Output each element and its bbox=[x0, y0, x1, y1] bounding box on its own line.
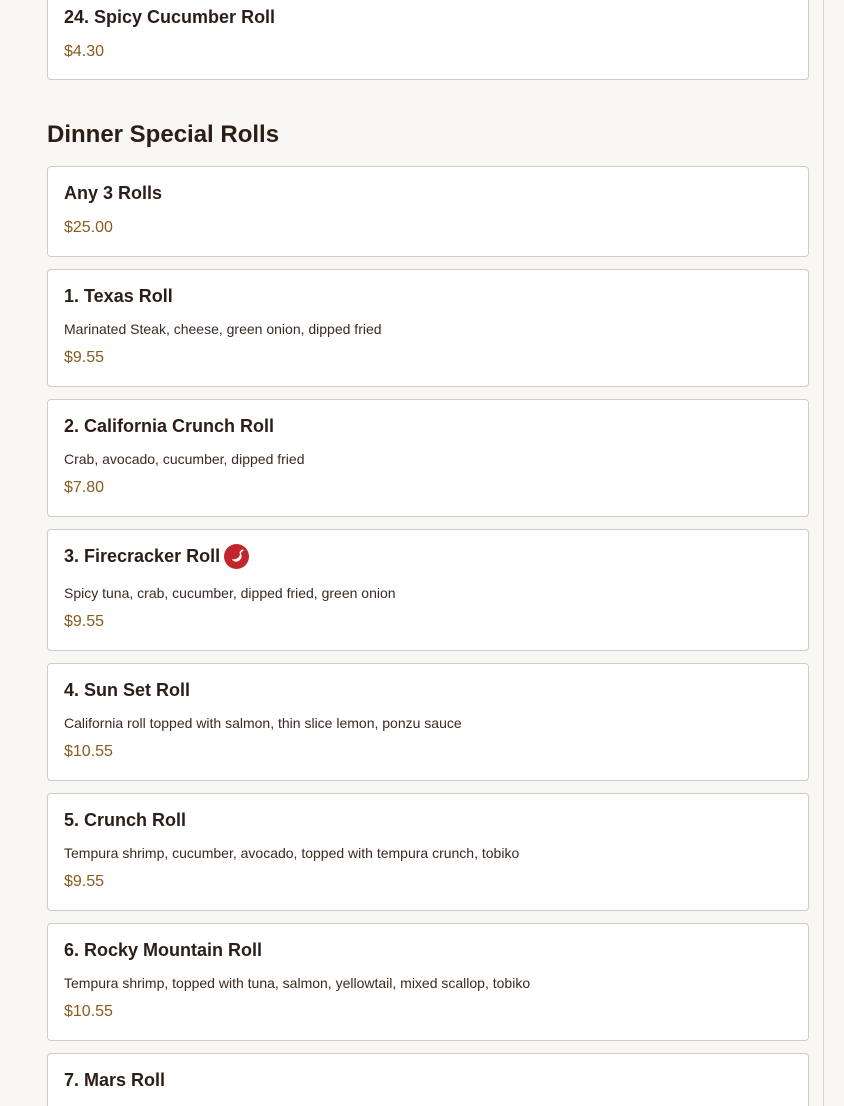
menu-item-card[interactable] bbox=[47, 399, 809, 517]
chili-pepper-icon bbox=[224, 544, 249, 569]
menu-item-card[interactable] bbox=[47, 269, 809, 387]
item-description: Marinated Steak, cheese, green onion, dipped fried bbox=[64, 321, 382, 337]
item-name: 1. Texas Roll bbox=[64, 286, 173, 306]
menu-item-card[interactable] bbox=[47, 529, 809, 651]
menu-item-card[interactable] bbox=[47, 793, 809, 911]
item-price: $9.55 bbox=[64, 873, 105, 890]
item-price: $7.80 bbox=[64, 479, 105, 496]
item-name: 7. Mars Roll bbox=[64, 1070, 166, 1090]
menu-item-card[interactable] bbox=[47, 1053, 809, 1106]
item-price: $4.30 bbox=[64, 43, 105, 60]
item-description: Crab, avocado, cucumber, dipped fried bbox=[64, 451, 305, 467]
menu-item-card[interactable] bbox=[47, 923, 809, 1041]
item-name: 3. Firecracker Roll bbox=[64, 546, 221, 566]
item-name: 24. Spicy Cucumber Roll bbox=[64, 7, 276, 27]
item-price: $10.55 bbox=[64, 1003, 113, 1020]
item-description: Tempura shrimp, topped with tuna, salmon, yellowtail, mixed scallop, tobiko bbox=[64, 975, 531, 991]
item-price: $9.55 bbox=[64, 349, 105, 366]
item-name: Any 3 Rolls bbox=[64, 183, 163, 203]
item-name: 6. Rocky Mountain Roll bbox=[64, 940, 263, 960]
item-name: 5. Crunch Roll bbox=[64, 810, 187, 830]
menu-item-card[interactable] bbox=[47, 663, 809, 781]
section-title: Dinner Special Rolls bbox=[47, 121, 280, 148]
item-description: Spicy tuna, crab, cucumber, dipped fried, green onion bbox=[64, 585, 396, 601]
item-name: 4. Sun Set Roll bbox=[64, 680, 191, 700]
item-name: 2. California Crunch Roll bbox=[64, 416, 275, 436]
menu-item-card[interactable] bbox=[47, 0, 809, 80]
item-description: Tempura shrimp, cucumber, avocado, topped with tempura crunch, tobiko bbox=[64, 845, 520, 861]
item-price: $25.00 bbox=[64, 219, 113, 236]
menu-item-card[interactable] bbox=[47, 166, 809, 257]
item-price: $10.55 bbox=[64, 743, 113, 760]
item-description: California roll topped with salmon, thin slice lemon, ponzu sauce bbox=[64, 715, 462, 731]
item-price: $9.55 bbox=[64, 613, 105, 630]
